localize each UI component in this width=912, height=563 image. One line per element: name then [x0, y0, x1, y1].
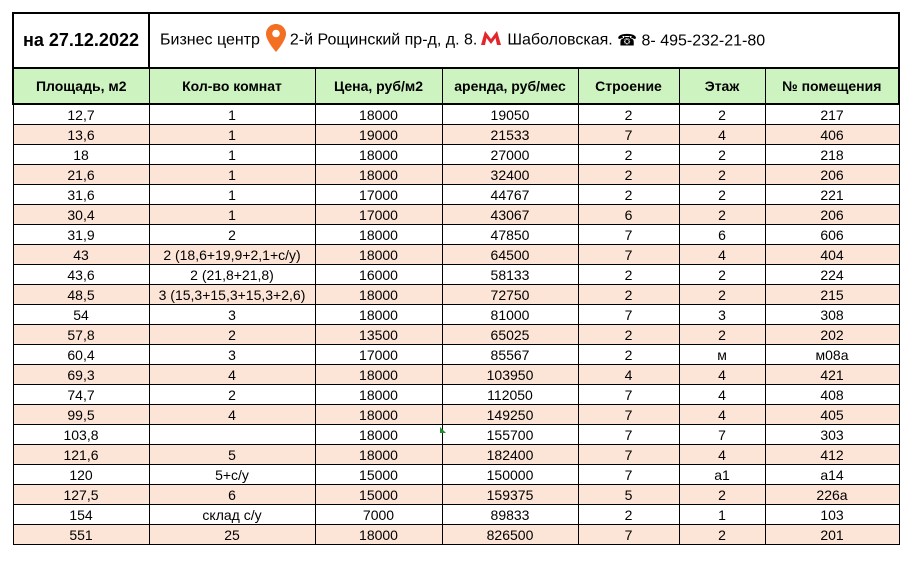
table-row — [13, 205, 899, 225]
table-row — [13, 505, 899, 525]
cell-rooms: 2 (21,8+21,8) — [149, 265, 315, 285]
table-row — [13, 245, 899, 265]
cell-room-number: 215 — [765, 285, 899, 305]
cell-floor: м — [679, 345, 765, 365]
cell-building: 7 — [578, 445, 679, 465]
cell-building: 2 — [578, 345, 679, 365]
cell-area: 43,6 — [13, 265, 149, 285]
cell-rooms: 1 — [149, 205, 315, 225]
table-row — [13, 425, 899, 445]
table-row — [13, 405, 899, 425]
cell-floor: 2 — [679, 185, 765, 205]
cell-room-number: а14 — [765, 465, 899, 485]
cell-floor: 2 — [679, 145, 765, 165]
cell-area: 74,7 — [13, 385, 149, 405]
cell-floor: 2 — [679, 525, 765, 545]
info-row — [13, 13, 899, 68]
cell-price: 18000 — [315, 225, 442, 245]
cell-rooms: 4 — [149, 405, 315, 425]
cell-rooms: 1 — [149, 165, 315, 185]
cell-price: 18000 — [315, 385, 442, 405]
cell-room-number: 217 — [765, 104, 899, 125]
cell-price: 18000 — [315, 245, 442, 265]
cell-building: 7 — [578, 405, 679, 425]
cell-floor: 4 — [679, 385, 765, 405]
cell-floor: 4 — [679, 445, 765, 465]
cell-area: 551 — [13, 525, 149, 545]
cell-price: 15000 — [315, 485, 442, 505]
cell-building: 2 — [578, 265, 679, 285]
cell-rooms: 1 — [149, 104, 315, 125]
cell-rent: 85567 — [442, 345, 578, 365]
cell-area: 121,6 — [13, 445, 149, 465]
table-row — [13, 125, 899, 145]
cell-price: 18000 — [315, 445, 442, 465]
cell-floor: 2 — [679, 485, 765, 505]
phone-text: ☎ 8- 495-232-21-80 — [617, 32, 766, 50]
cell-rent: 58133 — [442, 265, 578, 285]
table-row — [13, 325, 899, 345]
cell-building: 7 — [578, 385, 679, 405]
cell-rooms: 5+с/у — [149, 465, 315, 485]
cell-rooms: 5 — [149, 445, 315, 465]
table-row — [13, 465, 899, 485]
cell-room-number: 224 — [765, 265, 899, 285]
cell-price: 15000 — [315, 465, 442, 485]
cell-area: 13,6 — [13, 125, 149, 145]
column-header-area: Площадь, м2 — [13, 68, 149, 104]
cell-price: 17000 — [315, 345, 442, 365]
cell-rooms: 2 (18,6+19,9+2,1+с/у) — [149, 245, 315, 265]
cell-price: 18000 — [315, 145, 442, 165]
cell-rent: 19050 — [442, 104, 578, 125]
metro-icon — [481, 31, 501, 50]
column-header-building: Строение — [578, 68, 679, 104]
cell-room-number: 412 — [765, 445, 899, 465]
cell-building: 7 — [578, 425, 679, 445]
cell-building: 7 — [578, 225, 679, 245]
cell-floor: 2 — [679, 165, 765, 185]
cell-room-number: 308 — [765, 305, 899, 325]
cell-price: 7000 — [315, 505, 442, 525]
cell-building: 4 — [578, 365, 679, 385]
table-row — [13, 145, 899, 165]
cell-building: 2 — [578, 145, 679, 165]
cell-floor: 4 — [679, 245, 765, 265]
cell-room-number: 103 — [765, 505, 899, 525]
cell-building: 7 — [578, 465, 679, 485]
cell-area: 31,6 — [13, 185, 149, 205]
cell-area: 154 — [13, 505, 149, 525]
cell-room-number: 226а — [765, 485, 899, 505]
cell-room-number: 201 — [765, 525, 899, 545]
cell-area: 127,5 — [13, 485, 149, 505]
address-cell — [149, 13, 899, 68]
cell-room-number: 303 — [765, 425, 899, 445]
cell-rent: 27000 — [442, 145, 578, 165]
cell-price: 13500 — [315, 325, 442, 345]
cell-rent: 182400 — [442, 445, 578, 465]
cell-room-number: 221 — [765, 185, 899, 205]
location-pin-icon — [266, 24, 286, 57]
cell-rooms: 2 — [149, 385, 315, 405]
cell-rent: 89833 — [442, 505, 578, 525]
cell-rent: 65025 — [442, 325, 578, 345]
cell-rent: 150000 — [442, 465, 578, 485]
cell-rent: 72750 — [442, 285, 578, 305]
cell-area: 21,6 — [13, 165, 149, 185]
cell-price: 17000 — [315, 205, 442, 225]
cell-floor: 2 — [679, 285, 765, 305]
cell-price: 18000 — [315, 165, 442, 185]
cell-building: 2 — [578, 505, 679, 525]
cell-area: 48,5 — [13, 285, 149, 305]
column-header-rent: аренда, руб/мес — [442, 68, 578, 104]
cell-building: 7 — [578, 125, 679, 145]
table-row — [13, 285, 899, 305]
table-row — [13, 385, 899, 405]
cell-floor: 3 — [679, 305, 765, 325]
column-header-row — [13, 68, 899, 104]
cell-rent: 81000 — [442, 305, 578, 325]
column-header-price: Цена, руб/м2 — [315, 68, 442, 104]
table-row — [13, 525, 899, 545]
cell-rent: 43067 — [442, 205, 578, 225]
cell-rooms: 1 — [149, 145, 315, 165]
cell-area: 57,8 — [13, 325, 149, 345]
cell-floor: 2 — [679, 104, 765, 125]
cell-building: 2 — [578, 325, 679, 345]
cell-floor: 4 — [679, 365, 765, 385]
cell-rooms: 1 — [149, 125, 315, 145]
table-row — [13, 265, 899, 285]
cell-room-number: 206 — [765, 165, 899, 185]
cell-rent: 47850 — [442, 225, 578, 245]
cell-area: 99,5 — [13, 405, 149, 425]
cell-rent: 64500 — [442, 245, 578, 265]
table-row — [13, 445, 899, 465]
cell-price: 18000 — [315, 405, 442, 425]
cell-floor: 7 — [679, 425, 765, 445]
cell-area: 43 — [13, 245, 149, 265]
cell-rent: 826500 — [442, 525, 578, 545]
cell-area: 103,8 — [13, 425, 149, 445]
address-text: 2-й Рощинский пр-д, д. 8. — [289, 31, 478, 49]
cell-price: 16000 — [315, 265, 442, 285]
cell-rent: 103950 — [442, 365, 578, 385]
business-center-label: Бизнес центр — [160, 31, 260, 49]
table-row — [13, 365, 899, 385]
cell-building: 7 — [578, 245, 679, 265]
table-row — [13, 165, 899, 185]
cell-price: 19000 — [315, 125, 442, 145]
cell-rent: 21533 — [442, 125, 578, 145]
cell-area: 120 — [13, 465, 149, 485]
cell-building: 6 — [578, 205, 679, 225]
cell-room-number: 405 — [765, 405, 899, 425]
cell-area: 18 — [13, 145, 149, 165]
cell-room-number: 606 — [765, 225, 899, 245]
cell-price: 18000 — [315, 425, 442, 445]
cell-floor: 4 — [679, 405, 765, 425]
cell-price: 18000 — [315, 285, 442, 305]
cell-building: 7 — [578, 525, 679, 545]
cell-rooms: 25 — [149, 525, 315, 545]
table-row — [13, 225, 899, 245]
cell-rent: 32400 — [442, 165, 578, 185]
cell-room-number: 202 — [765, 325, 899, 345]
cell-building: 5 — [578, 485, 679, 505]
cell-floor: 6 — [679, 225, 765, 245]
cell-floor: 2 — [679, 205, 765, 225]
table-body — [13, 104, 899, 545]
cell-rooms: 3 (15,3+15,3+15,3+2,6) — [149, 285, 315, 305]
cell-rooms: 3 — [149, 345, 315, 365]
cell-price: 18000 — [315, 104, 442, 125]
cell-area: 60,4 — [13, 345, 149, 365]
cell-building: 2 — [578, 104, 679, 125]
cell-rooms: 4 — [149, 365, 315, 385]
cell-rent: 149250 — [442, 405, 578, 425]
cell-rooms: 1 — [149, 185, 315, 205]
cell-floor: 4 — [679, 125, 765, 145]
cell-rent: 44767 — [442, 185, 578, 205]
cell-price: 18000 — [315, 365, 442, 385]
cell-building: 2 — [578, 185, 679, 205]
cell-floor: а1 — [679, 465, 765, 485]
cell-area: 69,3 — [13, 365, 149, 385]
cell-floor: 2 — [679, 325, 765, 345]
table-row — [13, 485, 899, 505]
cell-comment-marker — [440, 427, 446, 433]
column-header-floor: Этаж — [679, 68, 765, 104]
cell-area: 30,4 — [13, 205, 149, 225]
cell-rent: 155700 — [442, 425, 578, 445]
table-row — [13, 185, 899, 205]
cell-floor: 1 — [679, 505, 765, 525]
cell-room-number: 408 — [765, 385, 899, 405]
table-row — [13, 104, 899, 125]
cell-rooms: 6 — [149, 485, 315, 505]
date-cell: на 27.12.2022 — [13, 13, 149, 68]
cell-room-number: 421 — [765, 365, 899, 385]
cell-building: 7 — [578, 305, 679, 325]
cell-area: 31,9 — [13, 225, 149, 245]
cell-rooms: 3 — [149, 305, 315, 325]
cell-rooms: 2 — [149, 325, 315, 345]
cell-room-number: 206 — [765, 205, 899, 225]
cell-room-number: м08а — [765, 345, 899, 365]
price-table — [12, 12, 900, 545]
cell-building: 2 — [578, 285, 679, 305]
cell-rooms: 2 — [149, 225, 315, 245]
cell-area: 54 — [13, 305, 149, 325]
column-header-room-number: № помещения — [765, 68, 899, 104]
cell-rooms — [149, 425, 315, 445]
metro-station-text: Шаболовская. — [507, 31, 613, 49]
table-row — [13, 305, 899, 325]
cell-building: 2 — [578, 165, 679, 185]
cell-price: 17000 — [315, 185, 442, 205]
cell-room-number: 404 — [765, 245, 899, 265]
cell-price: 18000 — [315, 525, 442, 545]
cell-rent: 159375 — [442, 485, 578, 505]
cell-rooms: склад с/у — [149, 505, 315, 525]
cell-price: 18000 — [315, 305, 442, 325]
cell-room-number: 218 — [765, 145, 899, 165]
cell-rent: 112050 — [442, 385, 578, 405]
table-row — [13, 345, 899, 365]
cell-floor: 2 — [679, 265, 765, 285]
cell-room-number: 406 — [765, 125, 899, 145]
cell-area: 12,7 — [13, 104, 149, 125]
column-header-rooms: Кол-во комнат — [149, 68, 315, 104]
